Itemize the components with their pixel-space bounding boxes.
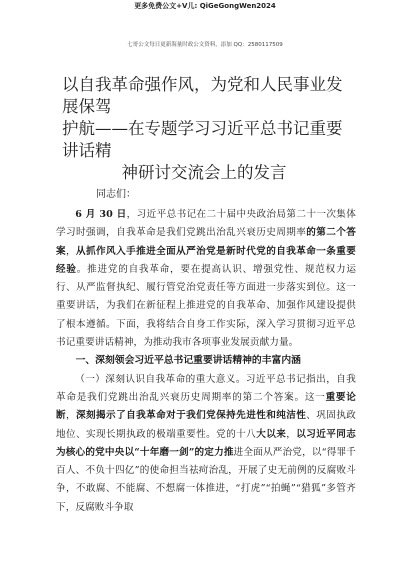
title-line-2: 护航——在专题学习习近平总书记重要讲话精 xyxy=(62,119,343,160)
p2-bold-f: 大以来 xyxy=(256,428,287,440)
p2-text-e: 、巩固执政地位、实现长期执政的极端重要性。党的十八 xyxy=(56,410,356,440)
p2-text-i: 进全面从严治党，以“得罪千百人、不负十四亿”的使命担当祛疴治乱，开展了史无前例的反腐败斗争，不敢腐、不能腐、不想腐一体推进，“打虎”“拍蝇”“猎狐”多管齐下，反腐败斗争取 xyxy=(56,446,356,513)
p1-text-c: ， xyxy=(66,245,77,257)
paragraph-1 xyxy=(56,206,356,352)
p2-text-a: （一）深刻认识自我革命的重大意义。习近平总书记指出，自我革命是我们党跳出治乱兴衰历史周期率的第二个答案。这一 xyxy=(56,373,356,403)
p1-text-a: ，习近平总书记在二十届中央政治局第二十一次集体学习时强调，自我革命是我们党跳出治乱兴衰历史周期率 xyxy=(56,209,356,239)
p1-bold-e: 我革命一条重要经验 xyxy=(56,245,356,275)
p2-text-g: ， xyxy=(286,428,297,440)
date-text: 6 月 30 日 xyxy=(75,209,127,220)
document-page xyxy=(56,74,356,517)
p1-bold-b: 的第二个答案 xyxy=(56,227,357,257)
sub-note: 七哥公文每日更新海量时政公文资料，添加 QQ：2580117509 xyxy=(127,42,283,48)
p2-bold-h: 以习近平同志为核心的党中央以“十年磨一剑”的定力推 xyxy=(56,428,356,458)
p2-bold-b: 重要论断 xyxy=(56,391,356,422)
p1-text-f: 。推进党的自我革命，要在提高认识、增强党性、规范权力运行、从严监督执纪、履行管党治党责任等方面进一步落实到位。这一重要讲话，为我们在新征程上推进党的自我革命、加强作风建设提供了根本遵循。下面，我将结合自身工作实际，深入学习贯彻习近平总书记重要讲话精神，为推动我市各项事业发展贡献力量。 xyxy=(56,263,357,349)
top-banner: 更多免费公文+V儿: QiGeGongWen2024 xyxy=(134,2,276,10)
p2-bold-d: 深刻揭示了自我革命对于我们党保持先进性和纯洁性 xyxy=(76,410,307,422)
p1-bold-d: 从抓作风入手推进全面从严治党是新时代党的自 xyxy=(76,245,287,257)
paragraph-2 xyxy=(56,371,356,517)
section-heading-1: 一、深刻领会习近平总书记重要讲话精神的丰富内涵 xyxy=(75,355,301,367)
p2-text-c: ， xyxy=(66,410,77,422)
document-title xyxy=(56,74,356,184)
greeting: 同志们： xyxy=(96,189,136,200)
title-line-1: 以自我革命强作风，为党和人民事业发展保驾 xyxy=(62,75,343,116)
title-line-3: 神研讨交流会上的发言 xyxy=(121,163,287,182)
